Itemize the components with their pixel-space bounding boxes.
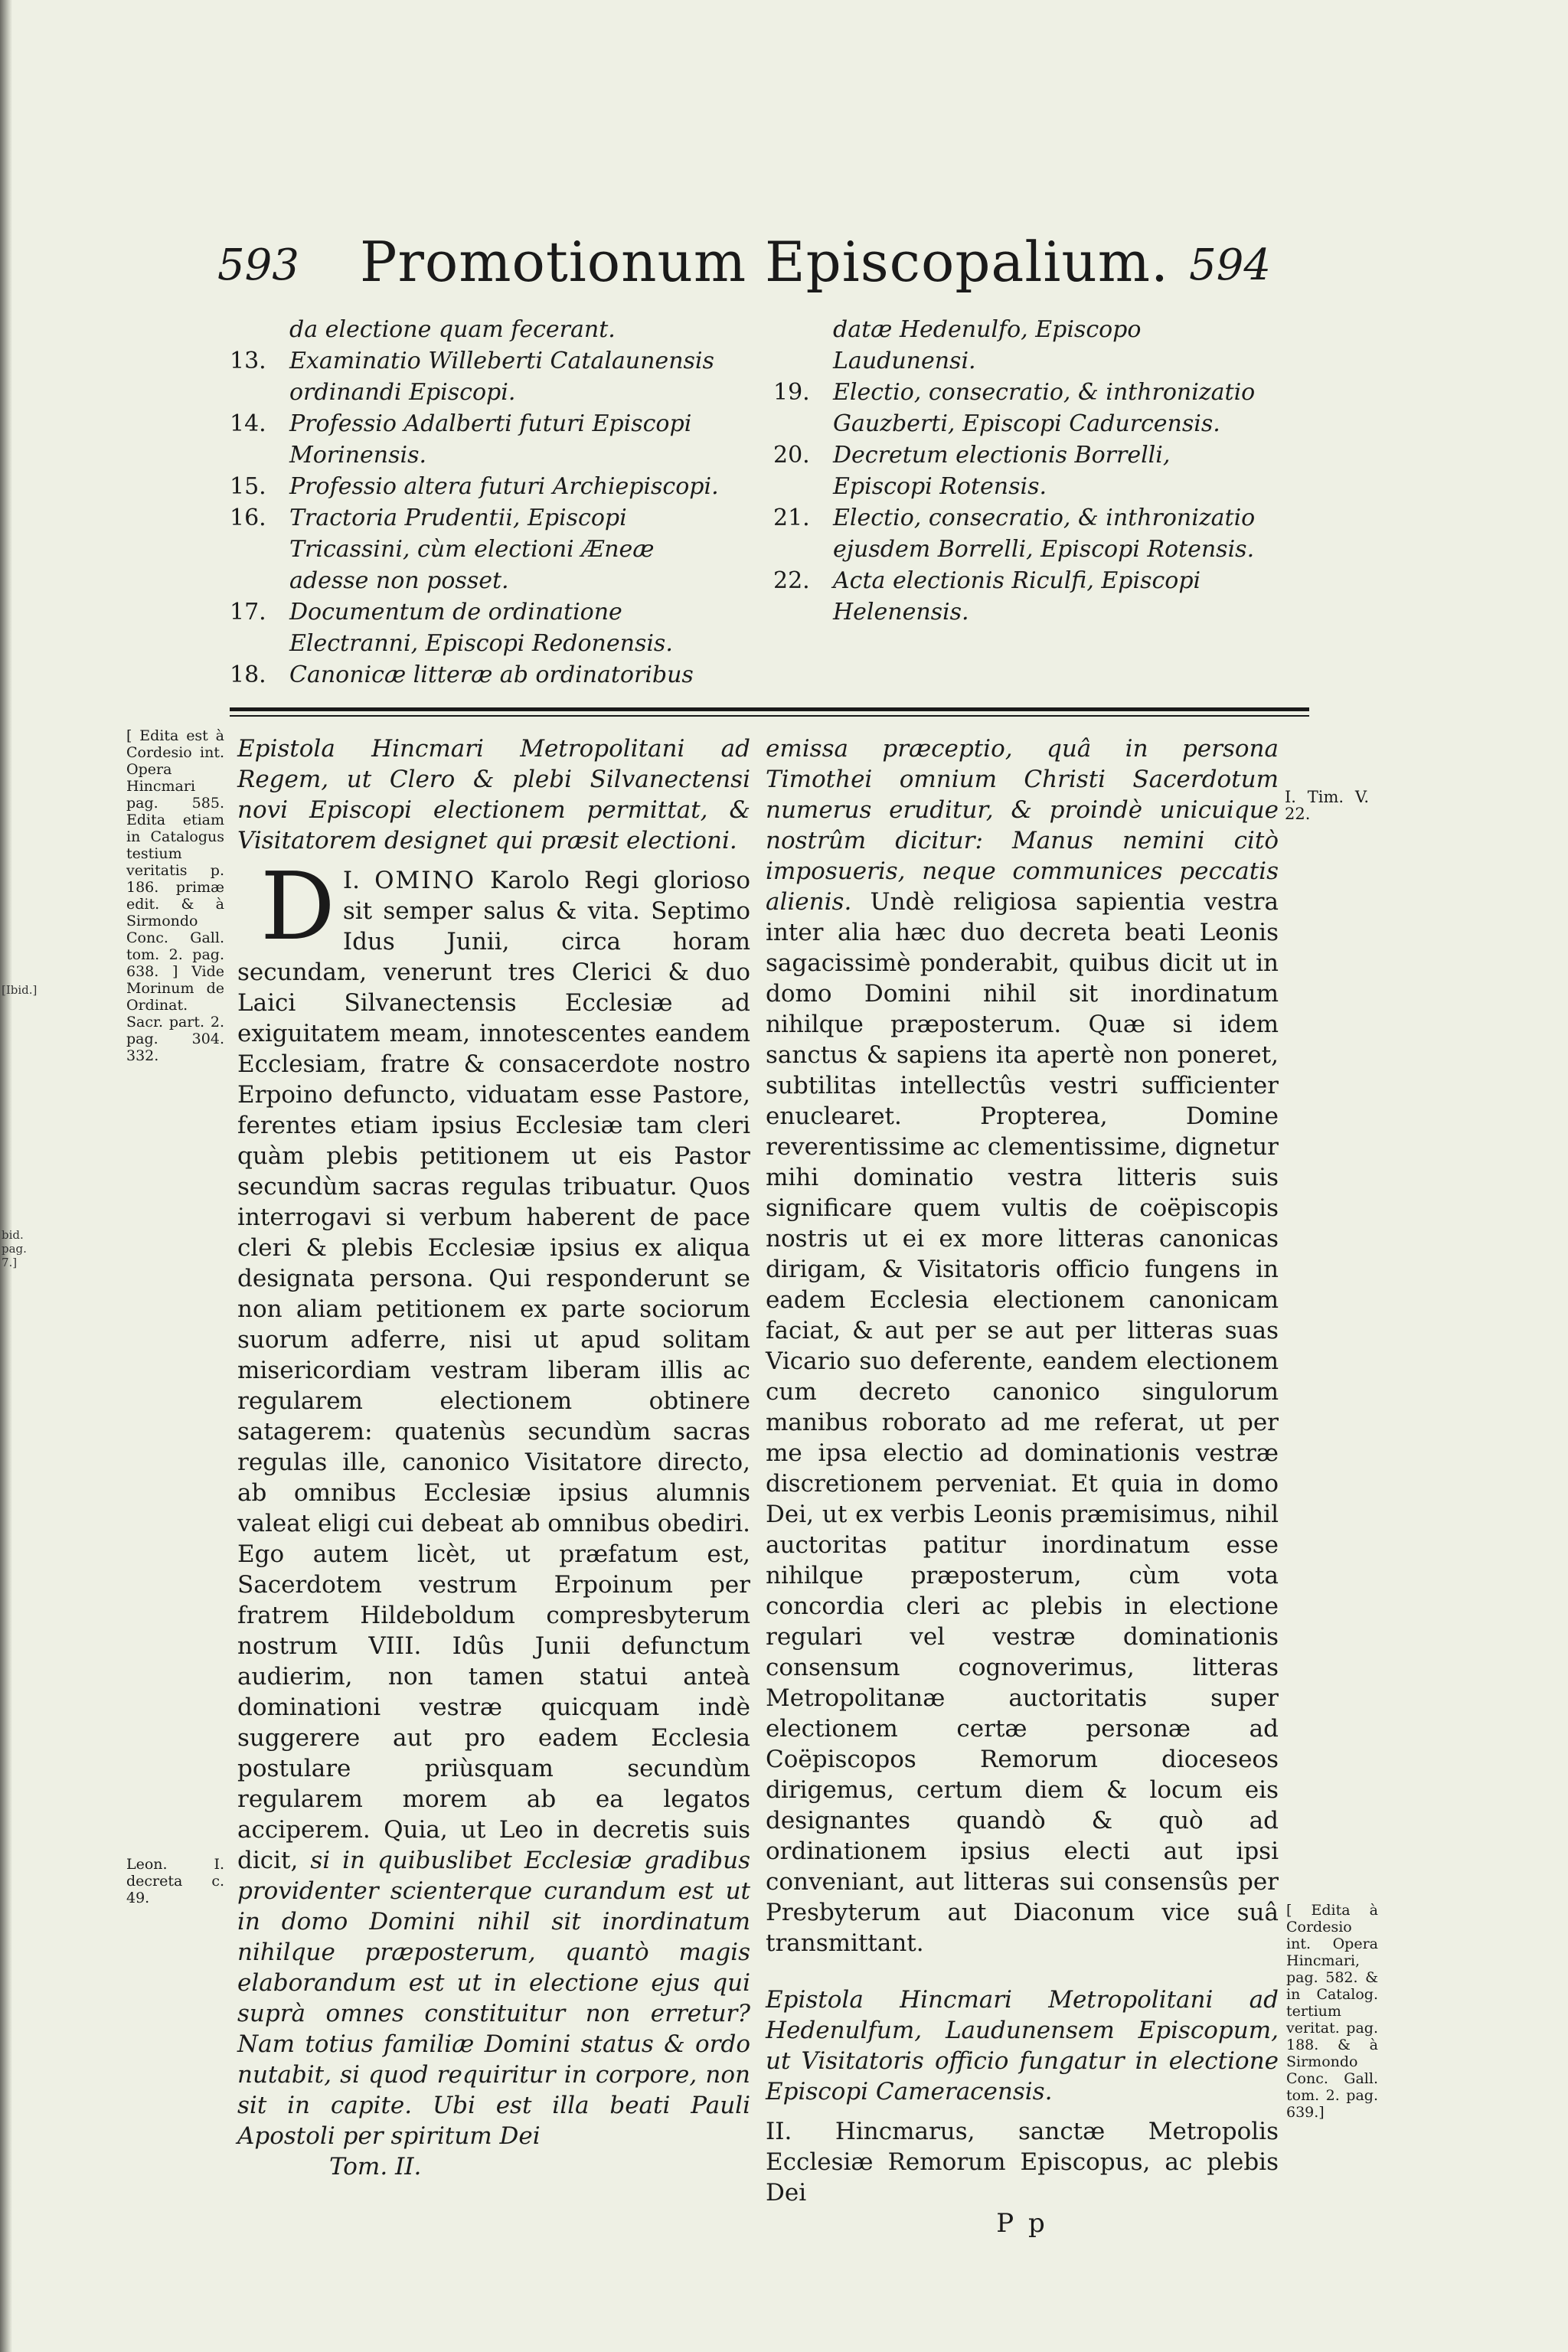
pauline-quote: emissa præceptio, quâ in persona Timothei omnium Christi Sacerdotum numerus eruditur, & proindè unicuique nostrûm dicitur: Manus nemini citò imposueris, neque communices peccatis alienis. [766,735,1279,916]
section-number-2: II. [766,2118,792,2145]
toc-item: 20. Decretum electionis Borrelli, Episcopi Rotensis. [773,442,1171,500]
edge-note-2: bid. pag. 7.] [2,1228,27,1269]
toc-item: 15. Professio altera futuri Archiepiscopi. [230,473,719,500]
toc-left [230,314,720,691]
toc-item: datæ Hedenulfo, Episcopo Laudunensi. [833,316,1142,374]
letter-body [237,852,750,2151]
toc-item: 16. Tractoria Prudentii, Episcopi Tricassini, cùm electioni Æneæ adesse non posset. [230,505,655,594]
body-text: Undè religiosa sapientia vestra inter alia hæc duo decreta beati Leonis sagacissimè ponderabit, quibus dicit ut in domo Domini nihil sit inordinatum nihilque præposterum. Quæ si idem sanctus & sapiens ita apertè non poneret, subtilitas intellectûs vestri sufficienter enuclearet. Propterea, Domine reverentissime ac clementissime, dignetur mihi dominatio vestra litteris suis significare quem vultis de coëpiscopis nostris ut ei ex more litteras canonicas dirigam, & Visitatoris officio fungens in eadem Ecclesia electionem canonicam faciat, & aut per se aut per litteras suas Vicario suo deferente, eandem electionem cum decreto canonico singulorum manibus roborato ad me referat, ut per me ipsa electio ad dominationis vestræ discretionem perveniat. Et quia in domo Dei, ut ex verbis Leonis præmisimus, nihil auctoritas patitur inordinatum esse nihilque præposterum, cùm vota concordia cleri ac plebis in electione regulari vel vestræ dominationis consensum cognoverimus, litteras Metropolitanæ auctoritatis super electionem certæ personæ ad Coëpiscopos Remorum dioceseos dirigemus, certum diem & locum eis designantes quandò & quò ad ordinationem ipsius electi aut ipsi conveniant, aut litteras sui consensûs per Presbyterum aut Diaconum vice suâ transmittant. [766,888,1279,1957]
margin-note-right-2: [ Edita à Cordesio int. Opera Hincmari, pag. 582. & in Catalog. tertium veritat. pag. 188. & à Sirmondo Conc. Gall. tom. 2. pag. 639.] [1286,1902,1378,2121]
margin-note-left-2: Leon. I. decreta c. 49. [126,1856,224,1906]
section-number: I. [342,867,360,894]
body-text-2: Hincmarus, sanctæ Metropolis Ecclesiæ Remorum Episcopus, ac plebis Dei [766,2118,1279,2207]
running-header [214,230,1271,306]
header-title: Promotionum Episcopalium. [360,230,1169,294]
toc-item: da electione quam fecerant. [289,316,616,343]
left-column [237,733,750,2182]
toc-item: 17. Documentum de ordinatione Electranni, Episcopi Redonensis. [230,599,673,657]
toc-item: 22. Acta electionis Riculfi, Episcopi Helenensis. [773,567,1201,626]
drop-cap: D [260,852,335,961]
body-text: Karolo Regi glorioso sit semper salus & vita. Septimo Idus Junii, circa horam secundam, venerunt tres Clerici & duo Laici Silvanectensis Ecclesiæ ad exiguitatem meam, innotescentes eandem Ecclesiam, fratre & consacerdote nostro Erpoino defuncto, viduatam esse Pastore, ferentes etiam ipsius Ecclesiæ tam cleri quàm plebis petitionem ut eis Pastor secundùm sacras regulas tribuatur. Quos interrogavi si verbum haberent de pace cleri & plebis Ecclesiæ ipsius ex aliqua designata persona. Qui responderunt se non aliam petitionem ex parte sociorum suorum adferre, nisi ut apud solitam misericordiam vestram liberam illis ac regularem electionem obtinere satagerem: quatenùs secundùm sacras regulas ille, canonico Visitatore directo, ab omnibus Ecclesiæ ipsius alumnis valeat eligi cui debeat ab omnibus obediri. Ego autem licèt, ut præfatum est, Sacerdotem vestrum Erpoinum per fratrem Hildeboldum compresbyterum nostrum VIII. Idûs Junii defunctum audierim, non tamen statui anteà dominationi vestræ quicquam indè suggerere aut pro eadem Ecclesia postulare priùsquam secundùm regularem morem ab ea legatos acciperem. Quia, ut Leo in decretis suis dicit, [237,867,750,1874]
letter-subject: Epistola Hincmari Metropolitani ad Regem, ut Clero & plebi Silvanectensi novi Episcopi electionem permittat, & Visitatorem designet qui præsit electioni. [237,735,750,854]
letter-body-2 [766,2116,1279,2208]
left-page-number: 593 [217,240,299,290]
signature-mark: P p [996,2208,1048,2239]
toc-item: 19. Electio, consecratio, & inthronizatio Gauzberti, Episcopi Cadurcensis. [773,379,1256,437]
section-rule-thin [230,715,1309,717]
edge-note-1: [Ibid.] [2,983,38,997]
section-rule-thick [230,707,1309,711]
toc-right [773,314,1263,628]
right-page-number: 594 [1189,240,1271,290]
margin-note-left-1: [ Edita est à Cordesio int. Opera Hincmari pag. 585. Edita etiam in Catalogus testium veritatis p. 186. primæ edit. & à Sirmondo Conc. Gall. tom. 2. pag. 638. ] Vide Morinum de Ordinat. Sacr. part. 2. pag. 304. 332. [126,727,224,1064]
letter-body-continued [766,733,1279,1958]
right-column [766,733,1279,2239]
toc-item: 21. Electio, consecratio, & inthronizatio ejusdem Borrelli, Episcopi Rotensis. [773,505,1256,563]
leo-quote: si in quibuslibet Ecclesiæ gradibus providenter scienterque curandum est ut in domo Domini nihil sit inordinatum nihilque præposterum, quantò magis elaborandum est ut in electione ejus qui suprà omnes constituitur non erretur? Nam totius familiæ Domini status & ordo nutabit, si quod requiritur in corpore, non sit in capite. Ubi est illa beati Pauli Apostoli per spiritum Dei [237,1847,750,2150]
margin-note-right-1: I. Tim. V. 22. [1285,788,1369,823]
letter-subject-2: Epistola Hincmari Metropolitani ad Hedenulfum, Laudunensem Episcopum, ut Visitatoris officio fungatur in electione Episcopi Cameracensis. [766,1986,1279,2105]
toc-item: 13. Examinatio Willeberti Catalaunensis ordinandi Episcopi. [230,348,714,406]
volume-footer: Tom. II. [329,2153,422,2180]
toc-item: 14. Professio Adalberti futuri Episcopi Morinensis. [230,410,692,469]
toc-item: 18. Canonicæ litteræ ab ordinatoribus [230,662,694,688]
salutation: OMINO [374,867,476,894]
